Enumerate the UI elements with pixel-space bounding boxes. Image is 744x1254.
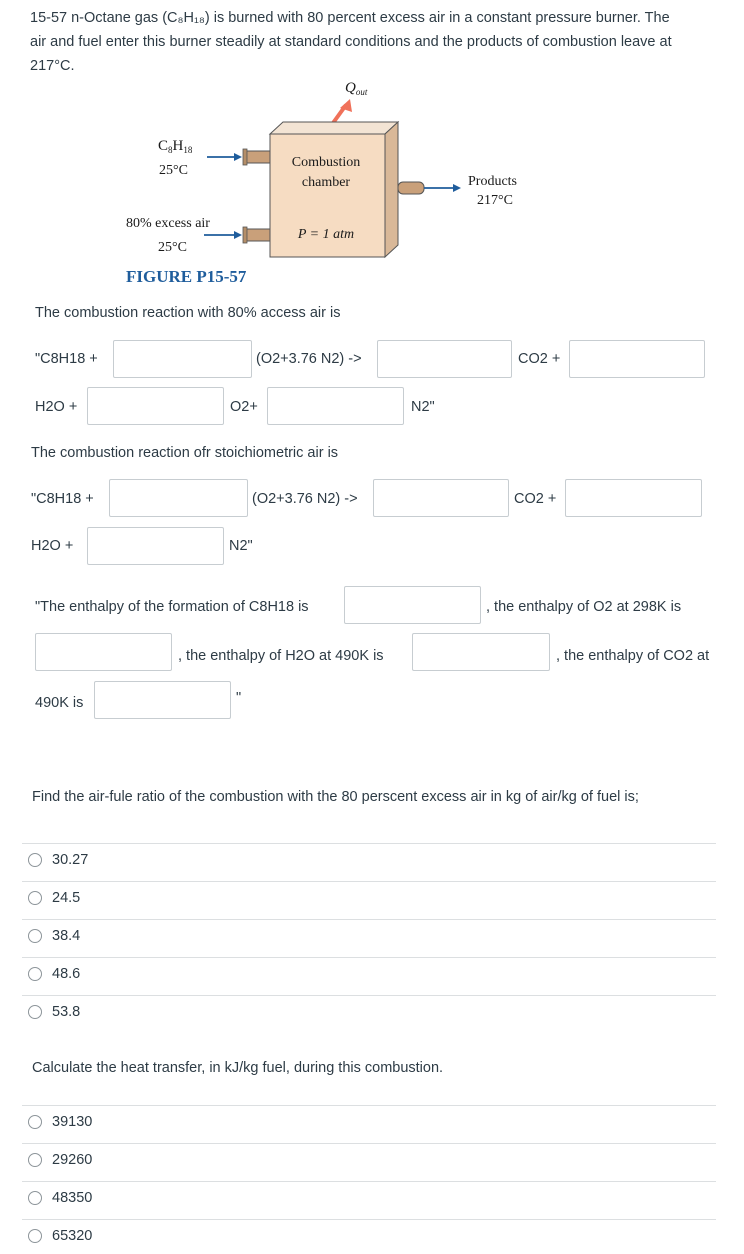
chamber-label-line1: Combustion <box>291 155 361 170</box>
q1-option-4-radio[interactable] <box>28 967 42 981</box>
question2-prompt: Calculate the heat transfer, in kJ/kg fuel, during this combustion. <box>32 1060 444 1076</box>
s1-row1-tail: CO2 + <box>518 351 561 367</box>
s2-row2-lead: H2O + <box>31 538 74 554</box>
products-outlet-pipe <box>398 182 424 194</box>
q1-option-5-radio[interactable] <box>28 1005 42 1019</box>
s1-c8h18-coefficient-input[interactable] <box>113 340 252 378</box>
air-temperature: 25°C <box>158 240 187 255</box>
q1-option-2-radio[interactable] <box>28 891 42 905</box>
question1-prompt: Find the air-fule ratio of the combustion with the 80 perscent excess air in kg of air/kg of fuel is; <box>32 789 639 805</box>
q1-option-3[interactable]: 38.4 <box>28 926 80 946</box>
q1-option-3-radio[interactable] <box>28 929 42 943</box>
s3-enthalpy-o2-label: , the enthalpy of O2 at 298K is <box>486 599 682 615</box>
products-arrow <box>453 184 461 192</box>
s2-air-coefficient-input[interactable] <box>373 479 509 517</box>
s3-enthalpy-co2-label: , the enthalpy of CO2 at <box>556 648 710 664</box>
air-inlet-pipe <box>246 229 270 241</box>
figure-caption: FIGURE P15-57 <box>126 267 247 286</box>
s3-enthalpy-c8h18-label: "The enthalpy of the formation of C8H18 is <box>35 599 309 615</box>
enthalpy-h2o-490k-input[interactable] <box>412 633 550 671</box>
products-temperature: 217°C <box>477 193 513 208</box>
s2-row2-tail: N2" <box>229 538 253 554</box>
q2-option-1-radio[interactable] <box>28 1115 42 1129</box>
products-label: Products <box>468 174 517 189</box>
fuel-temperature: 25°C <box>159 163 188 178</box>
s1-co2-coefficient-input[interactable] <box>569 340 705 378</box>
section1-heading: The combustion reaction with 80% access air is <box>35 305 341 321</box>
combustion-chamber-figure <box>0 70 744 295</box>
enthalpy-o2-298k-input[interactable] <box>35 633 172 671</box>
q2-option-2[interactable]: 29260 <box>28 1150 92 1170</box>
chamber-label-line2: chamber <box>301 175 351 190</box>
s1-air-coefficient-input[interactable] <box>377 340 512 378</box>
s1-row1-mid: (O2+3.76 N2) -> <box>256 351 362 367</box>
s1-row1-lead: "C8H18 + <box>35 351 98 367</box>
fuel-inlet-pipe <box>246 151 270 163</box>
q2-option-1[interactable]: 39130 <box>28 1112 92 1132</box>
section2-heading: The combustion reaction ofr stoichiometric air is <box>31 445 339 461</box>
air-arrow <box>234 231 242 239</box>
q-out-label: $Q_{out}$ <box>345 80 368 97</box>
q1-option-1[interactable]: 30.27 <box>28 850 88 870</box>
s2-c8h18-coefficient-input[interactable] <box>109 479 248 517</box>
s2-co2-coefficient-input[interactable] <box>565 479 702 517</box>
q1-option-2[interactable]: 24.5 <box>28 888 80 908</box>
s1-row2-tail: N2" <box>411 399 435 415</box>
s2-row1-tail: CO2 + <box>514 491 557 507</box>
q1-option-1-radio[interactable] <box>28 853 42 867</box>
problem-line-3: 217°C. <box>30 58 75 74</box>
problem-line-2: air and fuel enter this burner steadily at standard conditions and the products of combustion leave at <box>30 34 672 50</box>
q2-option-3[interactable]: 48350 <box>28 1188 92 1208</box>
q1-option-4[interactable]: 48.6 <box>28 964 80 984</box>
s3-closing-quote: " <box>236 690 242 706</box>
s1-h2o-coefficient-input[interactable] <box>87 387 224 425</box>
s3-490k-label: 490K is <box>35 695 84 711</box>
q2-option-2-radio[interactable] <box>28 1153 42 1167</box>
fuel-formula: $C_8H_{18}$ <box>158 138 193 155</box>
problem-line-1: 15-57 n-Octane gas (C₈H₁₈) is burned with 80 percent excess air in a constant pressure burner. The <box>30 10 670 26</box>
s2-row1-mid: (O2+3.76 N2) -> <box>252 491 358 507</box>
s1-row2-mid: O2+ <box>230 399 258 415</box>
enthalpy-formation-c8h18-input[interactable] <box>344 586 481 624</box>
s1-row2-lead: H2O + <box>35 399 78 415</box>
fuel-arrow <box>234 153 242 161</box>
q1-option-5[interactable]: 53.8 <box>28 1002 80 1022</box>
q2-option-4[interactable]: 65320 <box>28 1226 92 1246</box>
q2-option-3-radio[interactable] <box>28 1191 42 1205</box>
air-label: 80% excess air <box>126 216 210 231</box>
pressure-label: P = 1 atm <box>297 227 355 242</box>
s1-o2-coefficient-input[interactable] <box>267 387 404 425</box>
s3-enthalpy-h2o-label: , the enthalpy of H2O at 490K is <box>178 648 384 664</box>
enthalpy-co2-490k-input[interactable] <box>94 681 231 719</box>
problem-statement <box>30 6 736 78</box>
s2-h2o-coefficient-input[interactable] <box>87 527 224 565</box>
s2-row1-lead: "C8H18 + <box>31 491 94 507</box>
q2-option-4-radio[interactable] <box>28 1229 42 1243</box>
